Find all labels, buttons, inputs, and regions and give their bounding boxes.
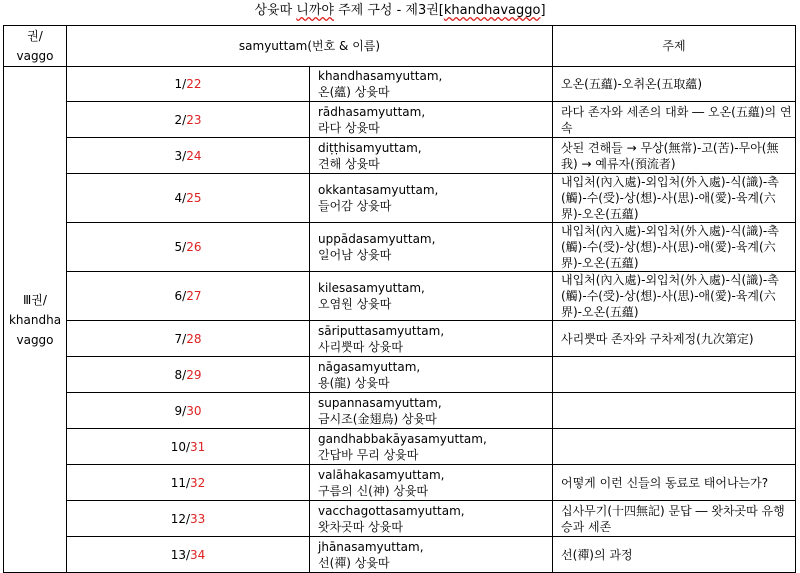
table-row <box>4 393 796 429</box>
table-row <box>4 465 796 501</box>
table-row <box>4 174 796 223</box>
samyutta-name <box>310 357 553 393</box>
samyutta-number <box>67 429 310 465</box>
samyutta-table <box>3 25 796 573</box>
samyutta-name <box>310 393 553 429</box>
samyutta-name <box>310 465 553 501</box>
pali-name: uppādasamyuttam, <box>318 232 436 246</box>
korean-name: 간답바 무리 상윳따 <box>318 447 419 462</box>
table-row <box>4 429 796 465</box>
topic-cell: 내입처(內入處)-외입처(外入處)-식(識)-촉(觸)-수(受)-상(想)-사(思)-애(愛)-육계(六界)-오온(五蘊) <box>553 174 796 223</box>
number-local: 1/ <box>174 77 187 91</box>
korean-name: 오염원 상윳따 <box>318 297 392 311</box>
table-row <box>4 501 796 537</box>
number-global: 28 <box>186 331 202 346</box>
samyutta-number <box>67 537 310 573</box>
pali-name: diṭṭhisamyuttam, <box>318 140 422 155</box>
number-local: 6/ <box>174 289 187 303</box>
number-local: 2/ <box>174 112 187 127</box>
number-global: 29 <box>186 367 202 382</box>
samyutta-name <box>310 138 553 174</box>
number-global: 27 <box>186 289 202 303</box>
number-global: 30 <box>186 403 202 418</box>
table-row <box>4 321 796 357</box>
table-body <box>4 67 796 573</box>
samyutta-number <box>67 465 310 501</box>
samyutta-name <box>310 321 553 357</box>
korean-name: 구름의 신(神) 상윳따 <box>318 483 429 498</box>
title-prefix: 상윳따 <box>254 3 297 18</box>
topic-cell: 내입처(內入處)-외입처(外入處)-식(識)-촉(觸)-수(受)-상(想)-사(思)-애(愛)-육계(六界)-오온(五蘊) <box>553 223 796 272</box>
title-rest: 주제 구성 - 제3권[ <box>333 3 444 18</box>
number-local: 13/ <box>170 547 191 562</box>
title-vaggo: khandhavaggo <box>443 3 541 18</box>
korean-name: 금시조(金翅鳥) 상윳따 <box>318 411 437 426</box>
samyutta-name <box>310 272 553 321</box>
pali-name: vacchagottasamyuttam, <box>318 503 465 518</box>
table-row <box>4 537 796 573</box>
korean-name: 왓차곳따 상윳따 <box>318 519 403 534</box>
table-row <box>4 138 796 174</box>
korean-name: 선(禪) 상윳따 <box>318 555 390 570</box>
topic-cell <box>553 357 796 393</box>
samyutta-name <box>310 67 553 102</box>
samyutta-number <box>67 223 310 272</box>
number-local: 9/ <box>174 403 187 418</box>
topic-cell: 삿된 견해들 → 무상(無常)-고(苦)-무아(無我) → 예류자(預流者) <box>553 138 796 174</box>
topic-cell: 십사무기(十四無記) 문답 ― 왓차곳따 유행승과 세존 <box>553 501 796 537</box>
pali-name: rādhasamyuttam, <box>318 104 426 119</box>
number-global: 22 <box>186 77 202 91</box>
samyutta-number <box>67 357 310 393</box>
pali-name: valāhakasamyuttam, <box>318 467 445 482</box>
pali-name: sāriputtasamyuttam, <box>318 323 445 338</box>
samyutta-number <box>67 174 310 223</box>
title-nikaya: 니까야 <box>296 3 334 18</box>
number-local: 8/ <box>174 367 187 382</box>
title-close: ] <box>540 3 546 18</box>
korean-name: 용(龍) 상윳따 <box>318 375 390 390</box>
table-row <box>4 272 796 321</box>
number-local: 10/ <box>170 439 191 454</box>
number-global: 25 <box>186 191 202 205</box>
pali-name: nāgasamyuttam, <box>318 359 421 374</box>
korean-name: 견해 상윳따 <box>318 156 380 171</box>
pali-name: khandhasamyuttam, <box>318 69 443 83</box>
pali-name: kilesasamyuttam, <box>318 281 425 295</box>
samyutta-name <box>310 429 553 465</box>
korean-name: 사리뿟따 상윳따 <box>318 339 403 354</box>
topic-cell: 어떻게 이런 신들의 동료로 태어나는가? <box>553 465 796 501</box>
number-global: 33 <box>190 511 206 526</box>
number-global: 24 <box>186 148 202 163</box>
header-topic: 주제 <box>553 26 796 67</box>
topic-cell: 내입처(內入處)-외입처(外入處)-식(識)-촉(觸)-수(受)-상(想)-사(思)-애(愛)-육계(六界)-오온(五蘊) <box>553 272 796 321</box>
volume-cell: Ⅲ권/ khandha vaggo <box>4 67 67 573</box>
table-row <box>4 67 796 102</box>
samyutta-name <box>310 174 553 223</box>
topic-cell: 라다 존자와 세존의 대화 ― 오온(五蘊)의 연속 <box>553 102 796 138</box>
number-global: 31 <box>190 439 206 454</box>
samyutta-number <box>67 102 310 138</box>
number-local: 3/ <box>174 148 187 163</box>
korean-name: 일어남 상윳따 <box>318 248 392 262</box>
table-row <box>4 223 796 272</box>
table-row <box>4 102 796 138</box>
number-local: 7/ <box>174 331 187 346</box>
pali-name: jhānasamyuttam, <box>318 539 424 554</box>
number-global: 32 <box>190 475 206 490</box>
page-title <box>0 0 800 22</box>
number-local: 5/ <box>174 240 187 254</box>
number-local: 11/ <box>170 475 191 490</box>
topic-cell: 사리뿟따 존자와 구차제정(九次第定) <box>553 321 796 357</box>
header-samyutta: samyuttam(번호 & 이름) <box>67 26 553 67</box>
pali-name: okkantasamyuttam, <box>318 183 439 197</box>
number-local: 4/ <box>174 191 187 205</box>
header-volume: 권/ vaggo <box>4 26 67 67</box>
samyutta-number <box>67 138 310 174</box>
samyutta-number <box>67 393 310 429</box>
samyutta-name <box>310 537 553 573</box>
topic-cell <box>553 393 796 429</box>
pali-name: supannasamyuttam, <box>318 395 442 410</box>
samyutta-number <box>67 321 310 357</box>
samyutta-name <box>310 102 553 138</box>
samyutta-name <box>310 223 553 272</box>
topic-cell <box>553 429 796 465</box>
korean-name: 들어감 상윳따 <box>318 199 392 213</box>
table-row <box>4 357 796 393</box>
korean-name: 라다 상윳따 <box>318 120 380 135</box>
header-row <box>4 26 796 67</box>
samyutta-number <box>67 67 310 102</box>
topic-cell: 오온(五蘊)-오취온(五取蘊) <box>553 67 796 102</box>
samyutta-number <box>67 272 310 321</box>
number-global: 34 <box>190 547 206 562</box>
pali-name: gandhabbakāyasamyuttam, <box>318 431 487 446</box>
samyutta-name <box>310 501 553 537</box>
topic-cell: 선(禪)의 과정 <box>553 537 796 573</box>
number-local: 12/ <box>170 511 191 526</box>
number-global: 26 <box>186 240 202 254</box>
samyutta-number <box>67 501 310 537</box>
number-global: 23 <box>186 112 202 127</box>
korean-name: 온(蘊) 상윳따 <box>318 85 390 99</box>
